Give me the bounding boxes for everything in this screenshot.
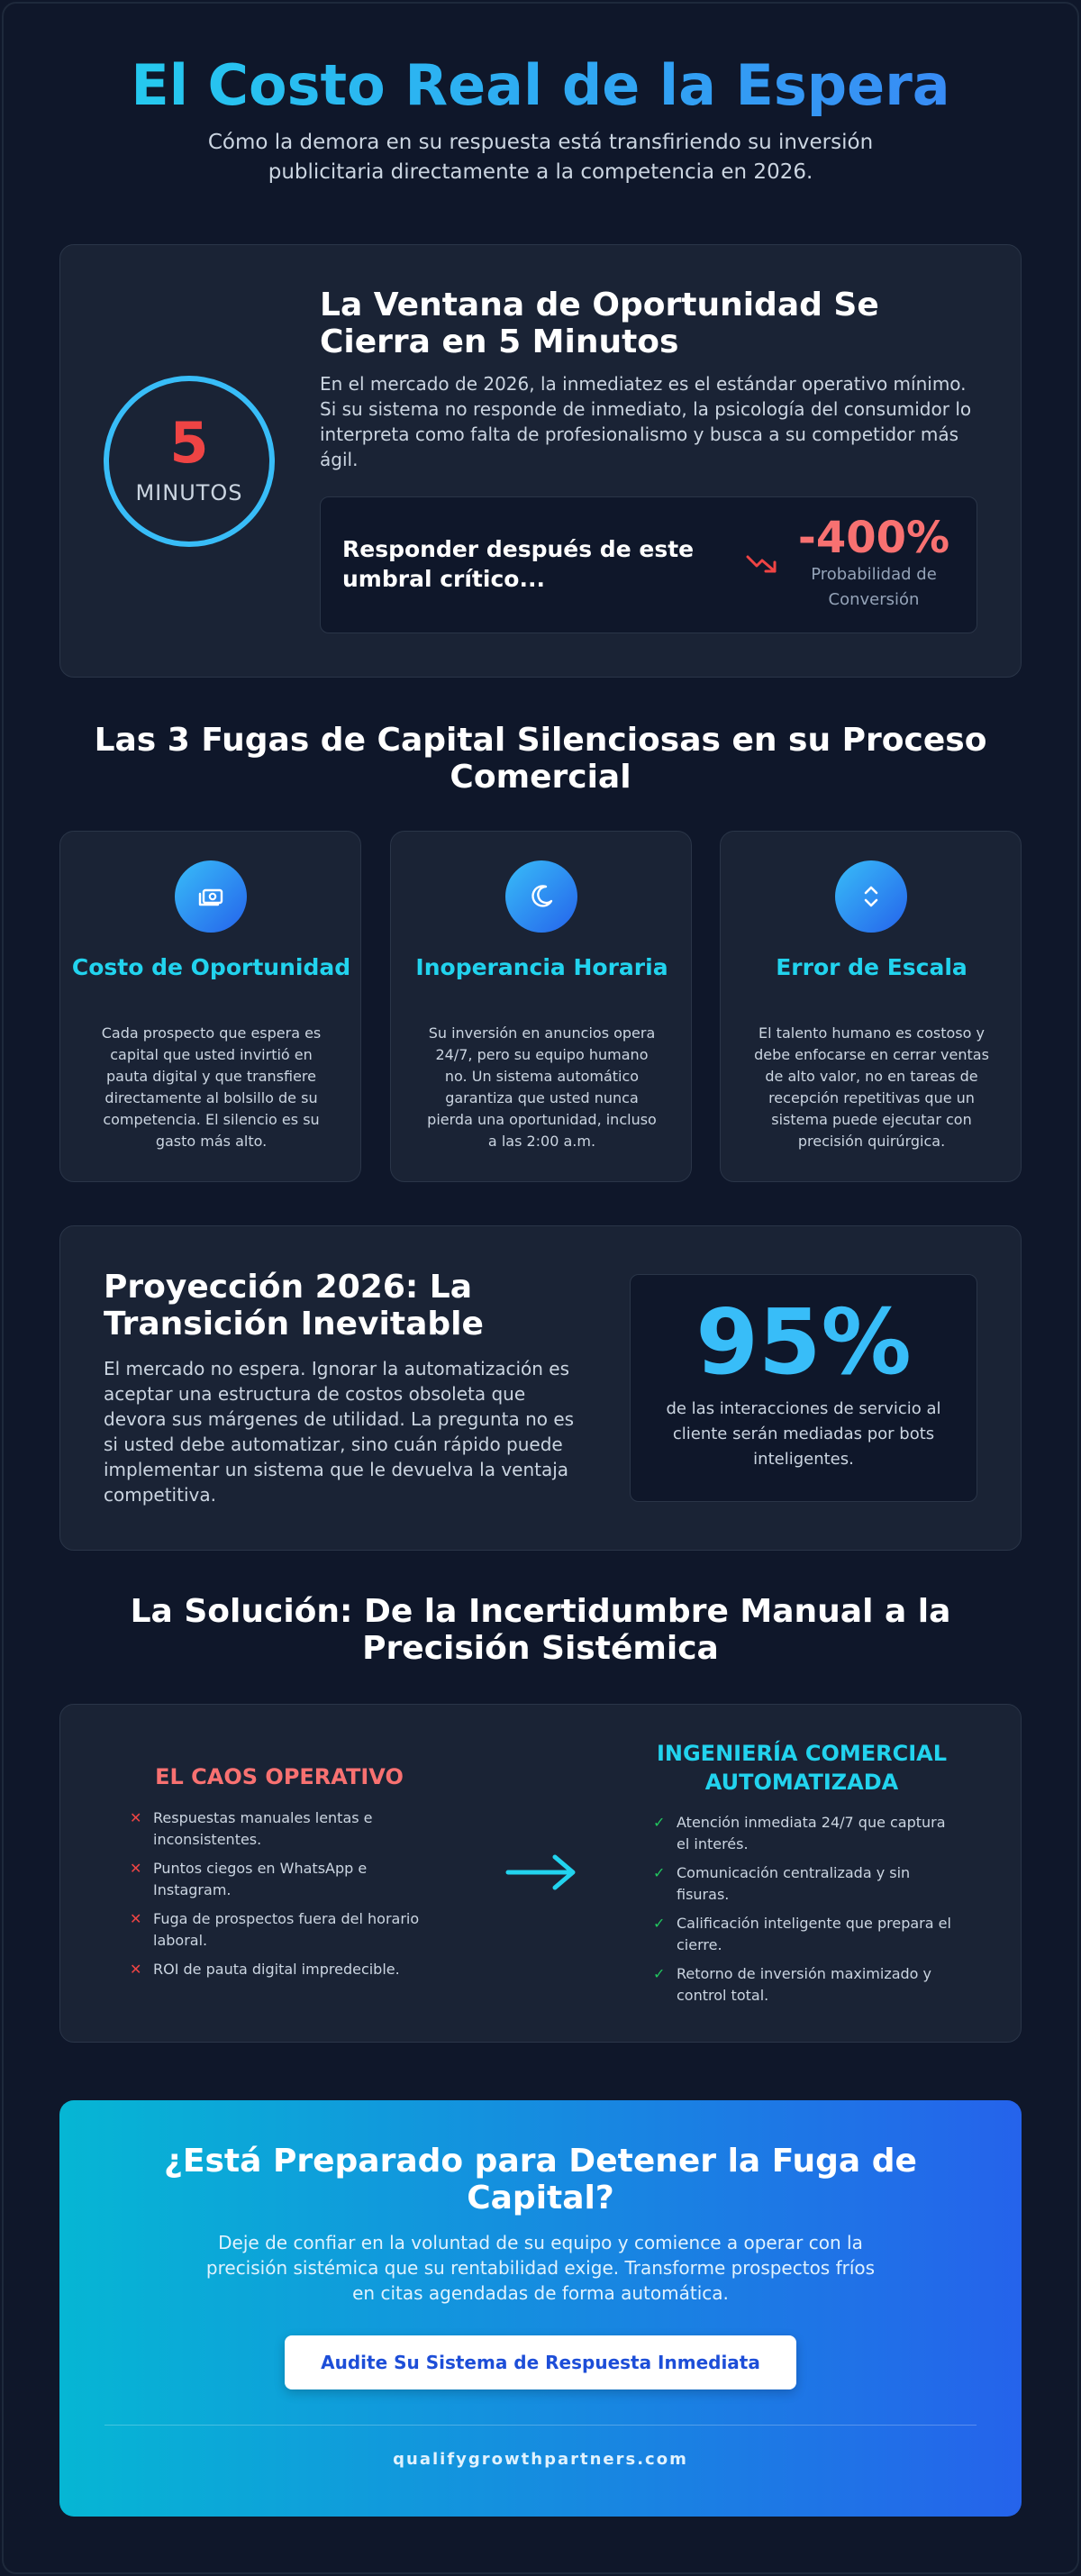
opportunity-heading: La Ventana de Oportunidad Se Cierra en 5 Minutos: [320, 287, 879, 360]
cta-title: ¿Está Preparado para Detener la Fuga de Capital?: [164, 2143, 917, 2216]
x-icon: ✕: [130, 1860, 142, 1877]
engineering-list: [653, 1812, 959, 2014]
x-icon: ✕: [130, 1910, 142, 1927]
check-icon: ✓: [653, 1864, 666, 1881]
threshold-text: Responder después de este umbral crítico...: [342, 536, 695, 592]
leak-card-opportunity-cost: [59, 831, 361, 1182]
conversion-drop-label: Probabilidad de Conversión: [811, 565, 937, 609]
projection-heading: Proyección 2026: La Transición Inevitable: [104, 1269, 484, 1343]
projection-stat-caption: de las interacciones de servicio al cliente serán mediadas por bots inteligentes.: [666, 1399, 941, 1469]
engineering-title: INGENIERÍA COMERCIAL AUTOMATIZADA: [656, 1741, 948, 1795]
money-icon: [175, 860, 247, 933]
arrow-right-icon: [504, 1852, 578, 1892]
minutes-label: MINUTOS: [135, 480, 243, 505]
list-item: ✕ Respuestas manuales lentas e inconsistentes.: [130, 1809, 373, 1848]
list-item: ✓ Calificación inteligente que prepara el cierre.: [653, 1915, 951, 1953]
x-icon: ✕: [130, 1809, 142, 1826]
leak-body: Cada prospecto que espera es capital que usted invirtió en pauta digital y que transfiere directamente al bolsillo de su competencia. El silencio es su gasto más alto.: [101, 1024, 322, 1150]
leak-body: El talento humano es costoso y debe enfocarse en cerrar ventas de alto valor, no en tareas de recepción repetitivas que un sistema puede ejecutar con precisión quirúrgica.: [754, 1024, 989, 1150]
projection-stat-value: 95%: [695, 1289, 912, 1395]
solution-heading: La Solución: De la Incertidumbre Manual a la Precisión Sistémica: [130, 1593, 951, 1667]
projection-body: El mercado no espera. Ignorar la automatización es aceptar una estructura de costos obsoleta que devora sus márgenes de utilidad. La pregunta no es si usted debe automatizar, sino cuán rápido puede implementar un sistema que le devuelva la ventaja competitiva.: [104, 1358, 575, 1506]
check-icon: ✓: [653, 1965, 666, 1982]
minutes-circle: [104, 376, 275, 547]
check-icon: ✓: [653, 1915, 666, 1932]
check-icon: ✓: [653, 1814, 666, 1831]
list-item: ✕ Fuga de prospectos fuera del horario laboral.: [130, 1910, 420, 1949]
audit-system-button[interactable]: Audite Su Sistema de Respuesta Inmediata: [285, 2335, 796, 2389]
conversion-drop-value: -400%: [797, 513, 950, 563]
list-item: ✓ Comunicación centralizada y sin fisuras.: [653, 1864, 911, 1903]
list-item: ✓ Retorno de inversión maximizado y control total.: [653, 1965, 932, 2004]
leak-card-hours: [390, 831, 692, 1182]
expand-icon: [835, 860, 907, 933]
page-subtitle: Cómo la demora en su respuesta está transfiriendo su inversión publicitaria directamente a la competencia en 2026.: [207, 131, 874, 184]
leak-body: Su inversión en anuncios opera 24/7, pero su equipo humano no. Un sistema automático garantiza que usted nunca pierda una oportunidad, incluso a las 2:00 a.m.: [427, 1024, 657, 1150]
list-item: ✕ Puntos ciegos en WhatsApp e Instagram.: [130, 1860, 368, 1898]
trend-down-icon: [746, 550, 778, 577]
chaos-title: EL CAOS OPERATIVO: [155, 1764, 404, 1789]
page-title: El Costo Real de la Espera: [0, 52, 1081, 119]
leak-title: Inoperancia Horaria: [415, 954, 668, 980]
leak-card-scale: [720, 831, 1022, 1182]
cta-body: Deje de confiar en la voluntad de su equipo y comience a operar con la precisión sistémica que su rentabilidad exige. Transforme prospectos fríos en citas agendadas de forma automática.: [205, 2232, 876, 2304]
opportunity-body: En el mercado de 2026, la inmediatez es el estándar operativo mínimo. Si su sistema no responde de inmediato, la psicología del consumidor lo interpreta como falta de profesionalismo y busca a su competidor más ágil.: [320, 373, 972, 470]
website-link[interactable]: qualifygrowthpartners.com: [393, 2450, 688, 2469]
chaos-list: [130, 1807, 436, 1988]
leaks-heading: Las 3 Fugas de Capital Silenciosas en su Proceso Comercial: [94, 722, 987, 796]
list-item: ✓ Atención inmediata 24/7 que captura el interés.: [653, 1814, 946, 1852]
leak-title: Error de Escala: [776, 954, 967, 980]
cta-divider: [104, 2425, 977, 2426]
minutes-number: 5: [169, 410, 209, 476]
leak-title: Costo de Oportunidad: [71, 954, 351, 980]
list-item: ✕ ROI de pauta digital impredecible.: [130, 1959, 436, 1980]
moon-icon: [505, 860, 577, 933]
x-icon: ✕: [130, 1961, 142, 1978]
